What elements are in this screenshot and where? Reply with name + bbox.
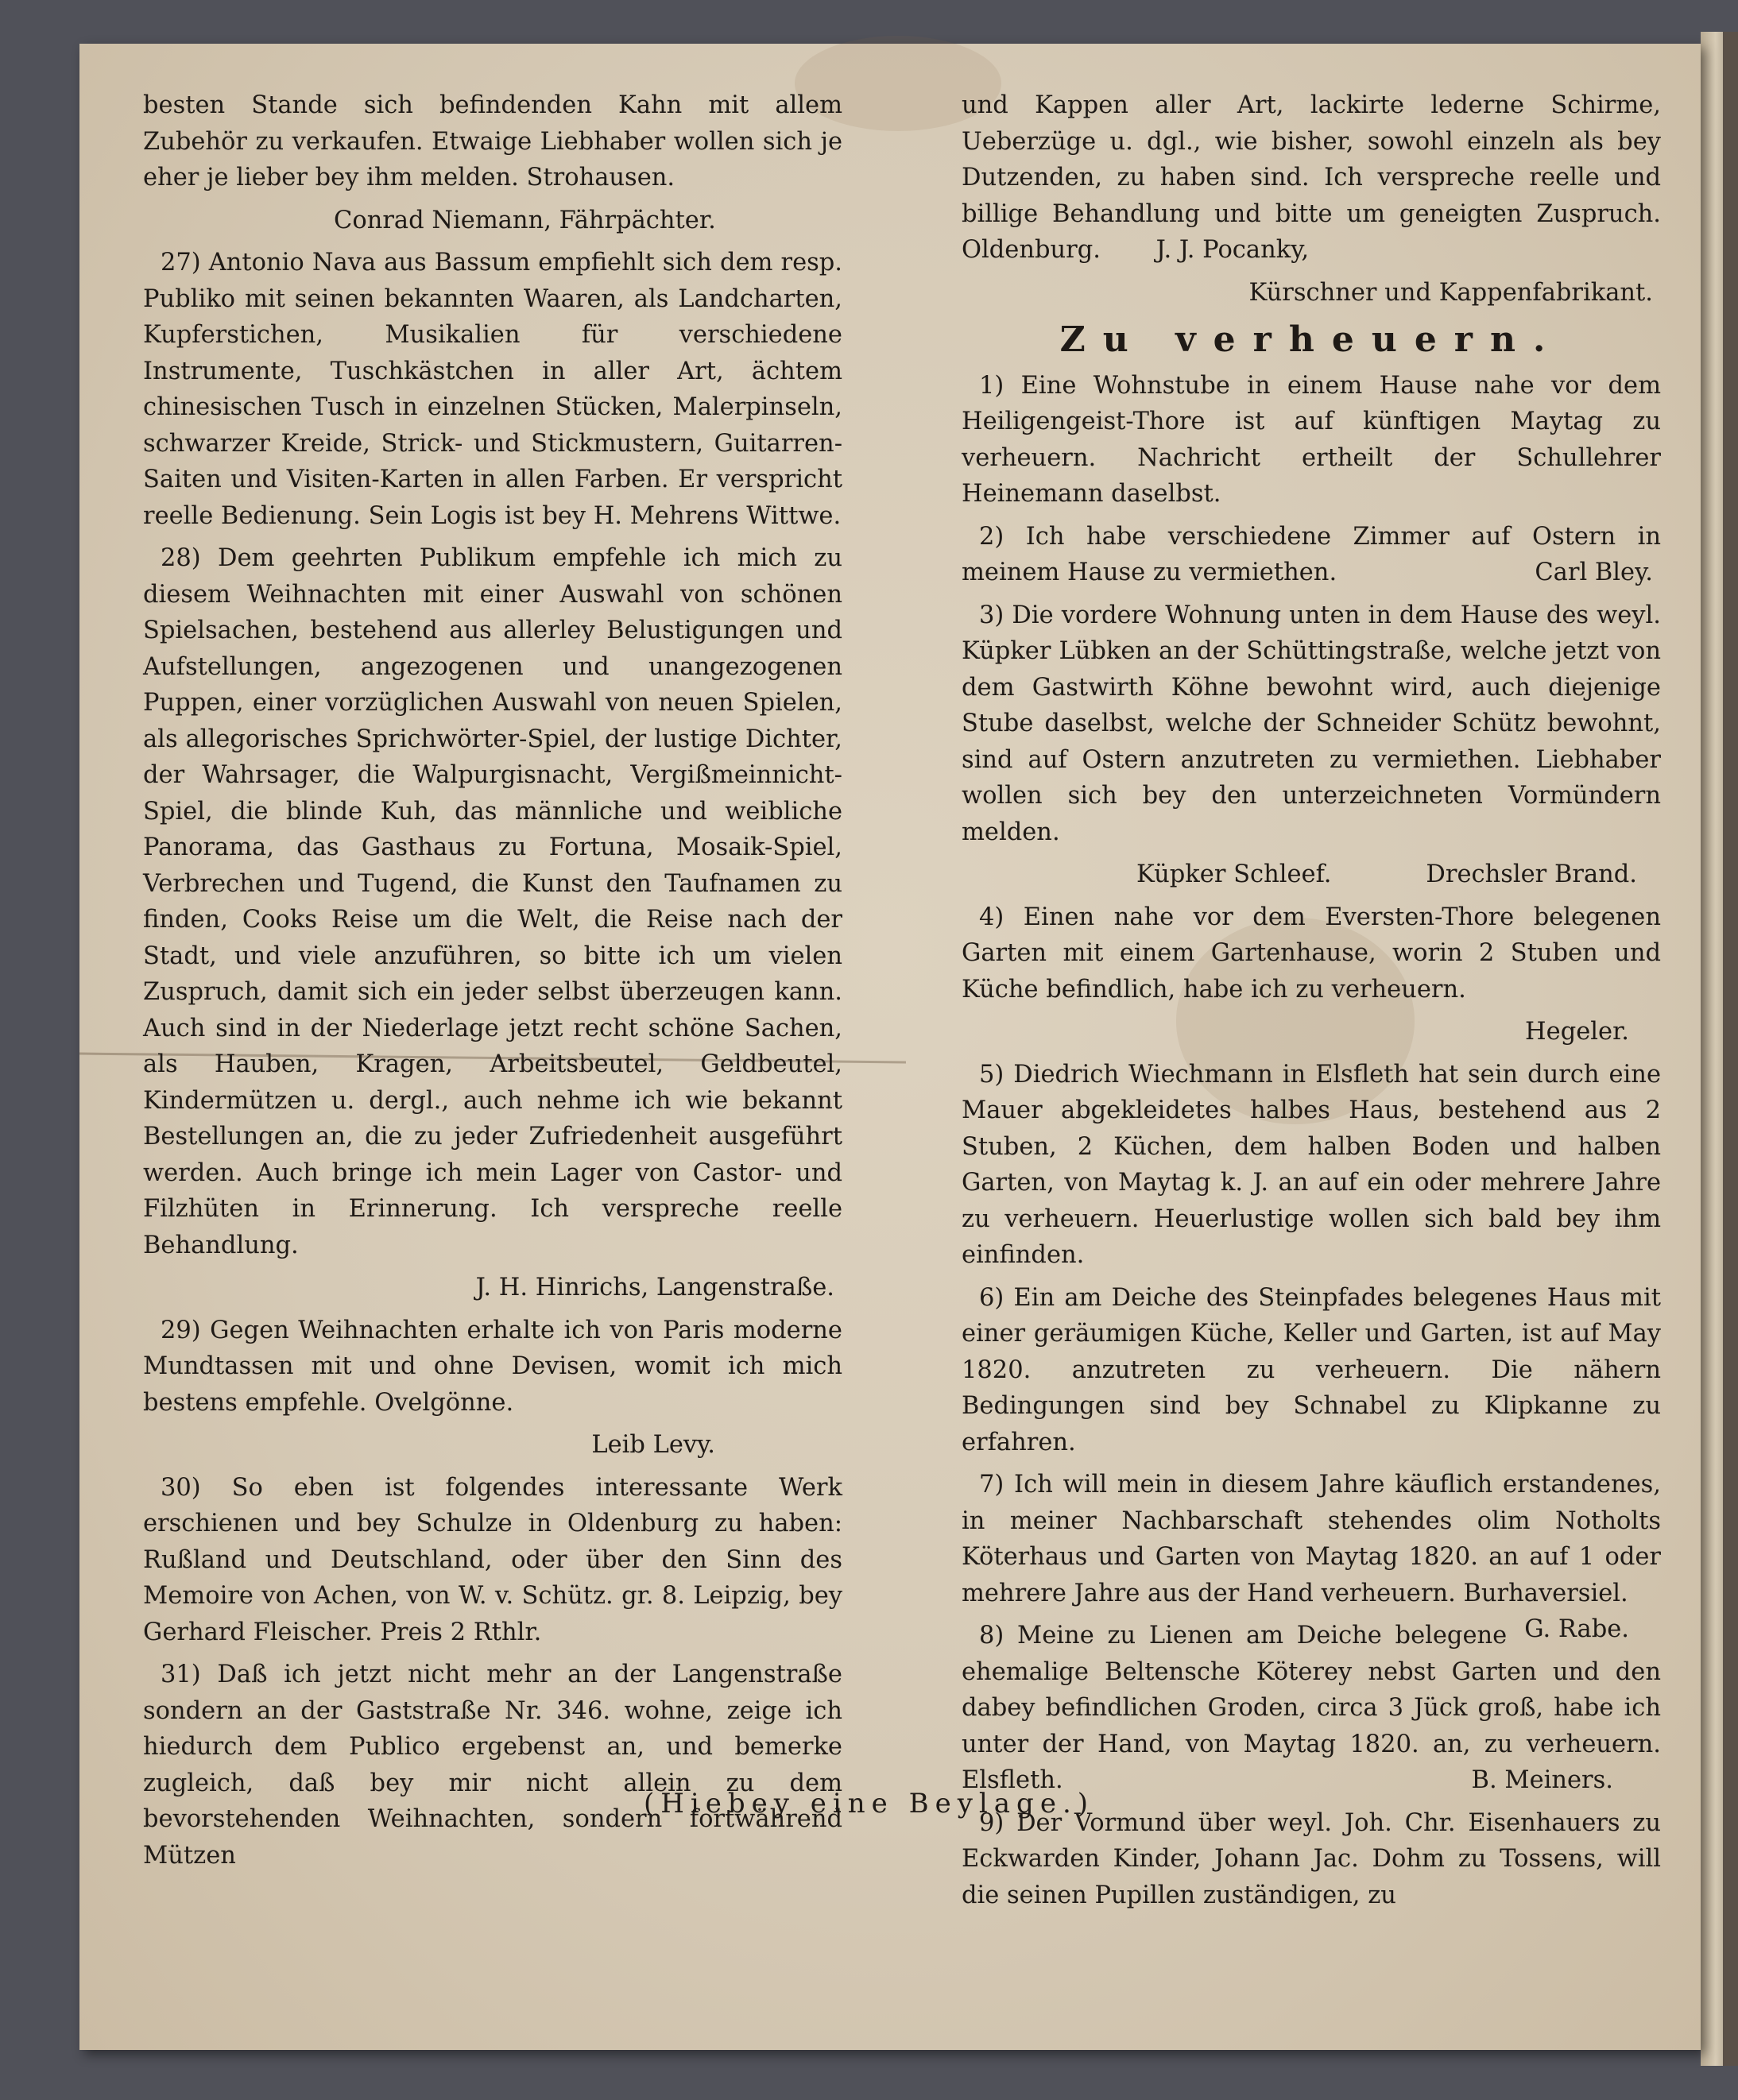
- rental-5: 5) Diedrich Wiechmann in Elsfleth hat sein durch eine Mauer abgekleidetes halbes Haus, bestehend aus 2 Stuben, 2 Küchen, dem halben Boden und halben Garten, von Maytag k. J. an auf ein oder mehrere Jahre zu verheuern. Heuerlustige wollen sich bald bey ihm einfinden.: [962, 1060, 1661, 1269]
- rental-2-text: 2) Ich habe verschiedene Zimmer auf Ostern in meinem Hause zu vermiethen.: [962, 522, 1661, 586]
- rental-7-text: 7) Ich will mein in diesem Jahre käuflich erstandenes, in meiner Nachbarschaft stehendes olim Notholts Köterhaus und Garten von Maytag 1820. an auf 1 oder mehrere Jahre aus der Hand verheuern. Burhaversiel.: [962, 1471, 1661, 1607]
- rental-7: [962, 1467, 1661, 1643]
- rental-3: 3) Die vordere Wohnung unten in dem Hause des weyl. Küpker Lübken an der Schüttingstraße, welche jetzt von dem Gastwirth Köhne bewohnt wird, auch diejenige Stube daselbst, welche der Schneider Schütz bewohnt, sind auf Ostern anzutreten zu vermiethen. Liebhaber wollen sich bey den unterzeichneten Vormündern melden.: [962, 601, 1661, 846]
- section-heading: Zu verheuern.: [1059, 319, 1563, 360]
- left-column: [143, 87, 842, 1880]
- rental-3-signatures: [962, 857, 1661, 893]
- notice-29: 29) Gegen Weihnachten erhalte ich von Paris moderne Mundtassen mit und ohne Devisen, womit ich mich bestens empfehle. Ovelgönne.: [143, 1316, 842, 1417]
- rental-8-signature: B. Meiners.: [1471, 1766, 1613, 1794]
- rental-8-text: 8) Meine zu Lienen am Deiche belegene ehemalige Beltensche Köterey nebst Garten und den dabey befindlichen Groden, circa 3 Jück groß, habe ich unter der Hand, von Maytag 1820. an, zu verheuern. Elsfleth.: [962, 1622, 1661, 1794]
- rental-2: [962, 519, 1661, 591]
- rental-2-signature: Carl Bley.: [1535, 559, 1653, 586]
- notice-28: 28) Dem geehrten Publikum empfehle ich mich zu diesem Weihnachten mit einer Auswahl von schönen Spielsachen, bestehend aus allerley Belustigungen und Aufstellungen, angezogenen und unangezogenen Puppen, einer vorzüglichen Auswahl von neuen Spielen, als allegorisches Sprichwörter-Spiel, der lustige Dichter, der Wahrsager, die Walpurgisnacht, Vergißmeinnicht-Spiel, die blinde Kuh, das männliche und weibliche Panorama, das Gasthaus zu Fortuna, Mosaik-Spiel, Verbrechen und Tugend, die Kunst den Taufnamen zu finden, Cooks Reise um die Welt, die Reise nach der Stadt, und viele anzuführen, so bitte ich um vielen Zuspruch, damit sich ein jeder selbst überzeugen kann. Auch sind in der Niederlage jetzt recht schöne Sachen, als Hauben, Kragen, Arbeitsbeutel, Geldbeutel, Kindermützen u. dergl., auch nehme ich wie bekannt Bestellungen an, die zu jeder Zufriedenheit ausgeführt werden. Auch bringe ich mein Lager von Castor- und Filzhüten in Erinnerung. Ich verspreche reelle Behandlung.: [143, 544, 842, 1259]
- notice-signature: Conrad Niemann, Fährpächter.: [334, 206, 716, 234]
- rental-1: 1) Eine Wohnstube in einem Hause nahe vor dem Heiligengeist-Thore ist auf künftigen Maytag zu verheuern. Nachricht ertheilt der Schullehrer Heinemann daselbst.: [962, 371, 1661, 508]
- book-spine-edge: [1723, 32, 1738, 2066]
- rental-7-signature: G. Rabe.: [1524, 1615, 1629, 1643]
- notice-continued-text: besten Stande sich befindenden Kahn mit allem Zubehör zu verkaufen. Etwaige Liebhaber wollen sich je eher je lieber bey ihm melden. Strohausen.: [143, 91, 842, 191]
- rental-4: 4) Einen nahe vor dem Eversten-Thore belegenen Garten mit einem Gartenhause, worin 2 Stuben und Küche befindlich, habe ich zu verheuern.: [962, 903, 1661, 1004]
- notice-signature: Kürschner und Kappenfabrikant.: [1248, 278, 1653, 307]
- notice-31: 31) Daß ich jetzt nicht mehr an der Langenstraße sondern an der Gaststraße Nr. 346. wohne, zeige ich hiedurch dem Publico ergebenst an, und bemerke zugleich, daß bey mir nicht allein zu dem bevorstehenden Weihnachten, sondern fortwährend Mützen: [143, 1661, 842, 1870]
- notice-name: J. J. Pocanky,: [1155, 236, 1310, 264]
- notice-27: 27) Antonio Nava aus Bassum empfiehlt sich dem resp. Publiko mit seinen bekannten Waaren, als Landcharten, Kupferstichen, Musikalien für verschiedene Instrumente, Tuschkästchen in aller Art, ächtem chinesischen Tusch in einzelnen Stücken, Malerpinseln, schwarzer Kreide, Strick- und Stickmustern, Guitarren-Saiten und Visiten-Karten in allen Farben. Er verspricht reelle Bedienung. Sein Logis ist bey H. Mehrens Wittwe.: [143, 249, 842, 530]
- rental-3-signature-b: Drechsler Brand.: [1426, 860, 1637, 888]
- notice-text: und Kappen aller Art, lackirte lederne Schirme, Ueberzüge u. dgl., wie bisher, sowohl einzeln als bey Dutzenden, zu haben sind. Ich verspreche reelle und billige Behandlung und bitte um geneigten Zuspruch. Oldenburg.: [962, 91, 1661, 264]
- notice-29-signature: Leib Levy.: [591, 1431, 715, 1459]
- rental-6: 6) Ein am Deiche des Steinpfades belegenes Haus mit einer geräumigen Küche, Keller und Garten, ist auf May 1820. anzutreten zu verheuern. Die nähern Bedingungen sind bey Schnabel zu Klipkanne zu erfahren.: [962, 1283, 1661, 1456]
- supplement-note: (Hiebey eine Beylage.): [643, 1788, 1095, 1820]
- notice-28-signature: J. H. Hinrichs, Langenstraße.: [475, 1274, 834, 1301]
- notice-continued-text: [962, 87, 1661, 269]
- notice-30: 30) So eben ist folgendes interessante Werk erschienen und bey Schulze in Oldenburg zu haben: Rußland und Deutschland, oder über den Sinn des Memoire von Achen, von W. v. Schütz. gr. 8. Leipzig, bey Gerhard Fleischer. Preis 2 Rthlr.: [143, 1473, 842, 1646]
- rental-9: 9) Der Vormund über weyl. Joh. Chr. Eisenhauers zu Eckwarden Kinder, Johann Jac. Dohm zu Tossens, will die seinen Pupillen zuständigen, zu: [962, 1808, 1661, 1909]
- rental-3-signature-a: Küpker Schleef.: [1136, 860, 1332, 888]
- rental-4-signature: Hegeler.: [1525, 1018, 1629, 1046]
- right-column: [962, 87, 1661, 1920]
